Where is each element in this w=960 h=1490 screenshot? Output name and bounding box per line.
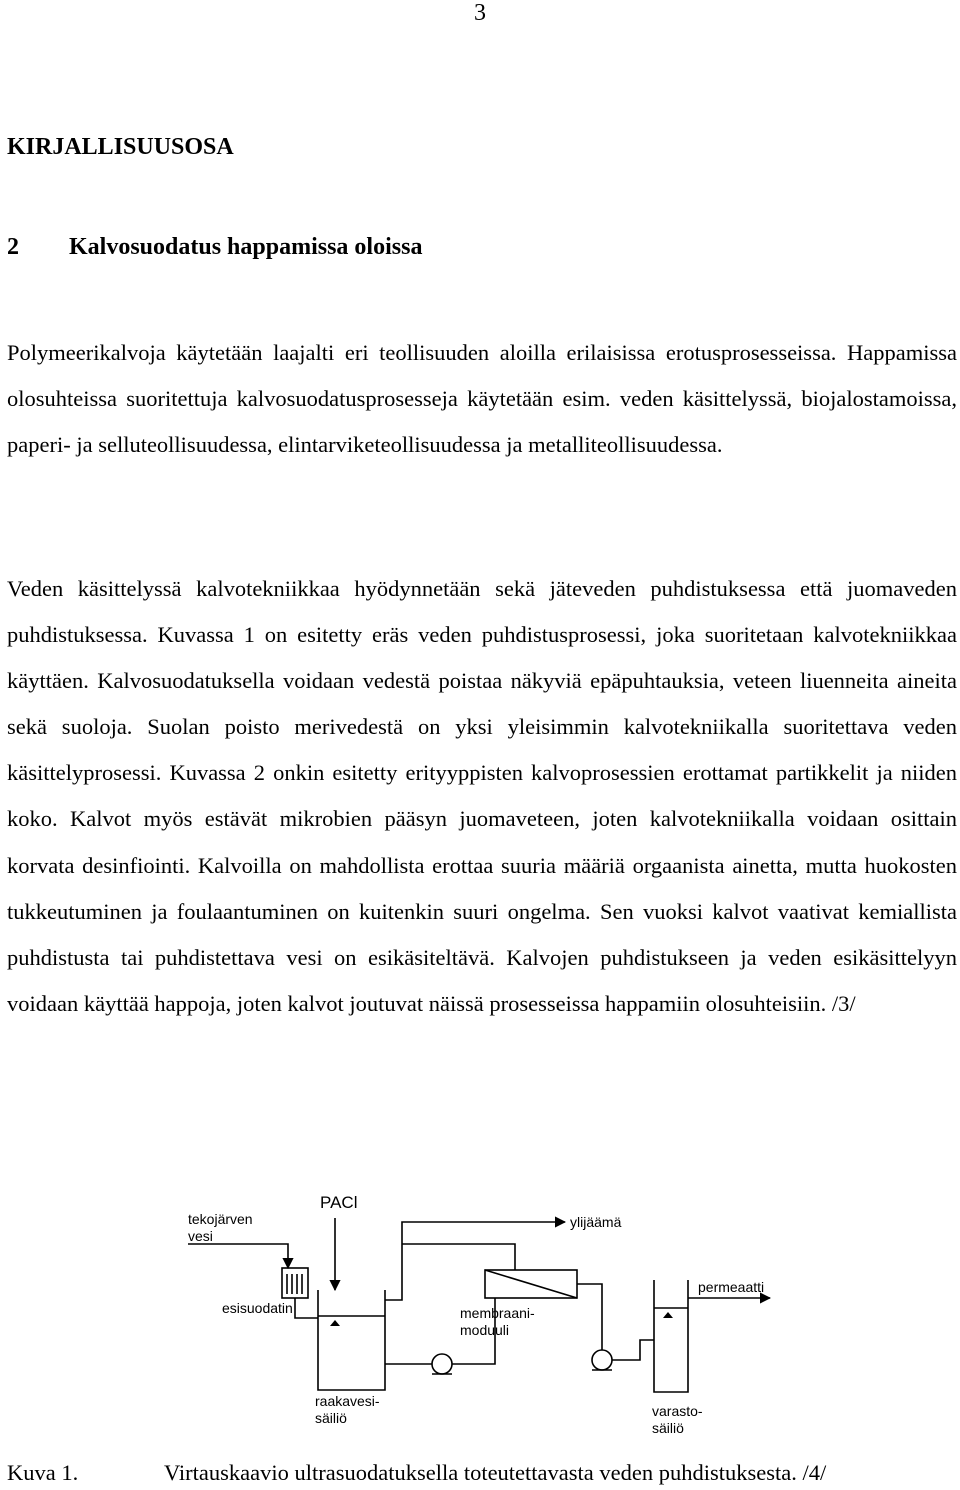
feed-pump	[432, 1354, 452, 1374]
caption-text: Virtauskaavio ultrasuodatuksella toteutettavasta veden puhdistuksesta. /4/	[164, 1460, 827, 1485]
overflow-line	[385, 1222, 565, 1300]
chapter-number: 2	[7, 234, 19, 260]
label-permeate: permeaatti	[698, 1279, 765, 1295]
raw-water-tank	[318, 1290, 385, 1390]
label-raw-tank-1: raakavesi-	[315, 1393, 380, 1409]
permeate-pump	[592, 1350, 612, 1370]
label-pacl: PACl	[320, 1193, 358, 1212]
inlet-line	[188, 1244, 288, 1268]
label-prefilter: esisuodatin	[222, 1300, 293, 1316]
figure-caption	[7, 1458, 957, 1488]
label-module-1: membraani-	[460, 1305, 535, 1321]
section-title: KIRJALLISUUSOSA	[7, 134, 234, 160]
label-source-2: vesi	[188, 1228, 213, 1244]
prefilter-unit	[282, 1268, 308, 1298]
flow-diagram	[170, 1180, 790, 1450]
label-storage-1: varasto-	[652, 1403, 703, 1419]
storage-tank	[654, 1280, 688, 1392]
paragraph-2: Veden käsittelyssä kalvotekniikkaa hyödynnetään sekä jäteveden puhdistuksessa että juomaveden puhdistuksessa. Kuvassa 1 on esitetty eräs veden puhdistusprosessi, joka suoritetaan kalvotekniikkaa käyttäen. Kalvosuodatuksella voidaan vedestä poistaa näkyviä epäpuhtauksia, veteen liuenneita aineita sekä suoloja. Suolan poisto merivedestä on yksi yleisimmin kalvotekniikalla suoritettava veden käsittelyprosessi. Kuvassa 2 onkin esitetty erityyppisten kalvoprosessien erottamat partikkelit ja niiden koko. Kalvot myös estävät mikrobien pääsyn juomaveteen, joten kalvotekniikalla voidaan osittain korvata desinfiointi. Kalvoilla on mahdollista erottaa suuria määriä orgaanista ainetta, mutta huokosten tukkeutuminen ja foulaantuminen on kuitenkin suuri ongelma. Sen vuoksi kalvot vaativat kemiallista puhdistusta tai puhdistettava vesi on esikäsiteltävä. Kalvojen puhdistukseen ja veden esikäsittelyyn voidaan käyttää happoja, joten kalvot joutuvat näissä prosesseissa happamiin olosuhteisiin. /3/	[7, 576, 957, 1016]
retentate-line	[402, 1244, 515, 1270]
chapter-heading	[7, 232, 422, 262]
caption-label: Kuva 1.	[7, 1460, 79, 1485]
label-module-2: moduuli	[460, 1322, 510, 1338]
label-raw-tank-2: säiliö	[315, 1410, 347, 1426]
chapter-title: Kalvosuodatus happamissa oloissa	[69, 234, 423, 260]
label-storage-2: säiliö	[652, 1420, 684, 1436]
label-overflow: ylijäämä	[570, 1214, 622, 1230]
paragraph-1: Polymeerikalvoja käytetään laajalti eri teollisuuden aloilla erilaisissa erotusprosesseissa. Happamissa olosuhteissa suoritettuja kalvosuodatusprosesseja käytetään esim. veden käsittelyssä, biojalostamoissa, paperi- ja selluteollisuudessa, elintarviketeollisuudessa ja metalliteollisuudessa.	[7, 340, 957, 457]
permeate-line	[577, 1284, 602, 1350]
page-number: 3	[474, 0, 486, 26]
label-source-1: tekojärven	[188, 1211, 253, 1227]
